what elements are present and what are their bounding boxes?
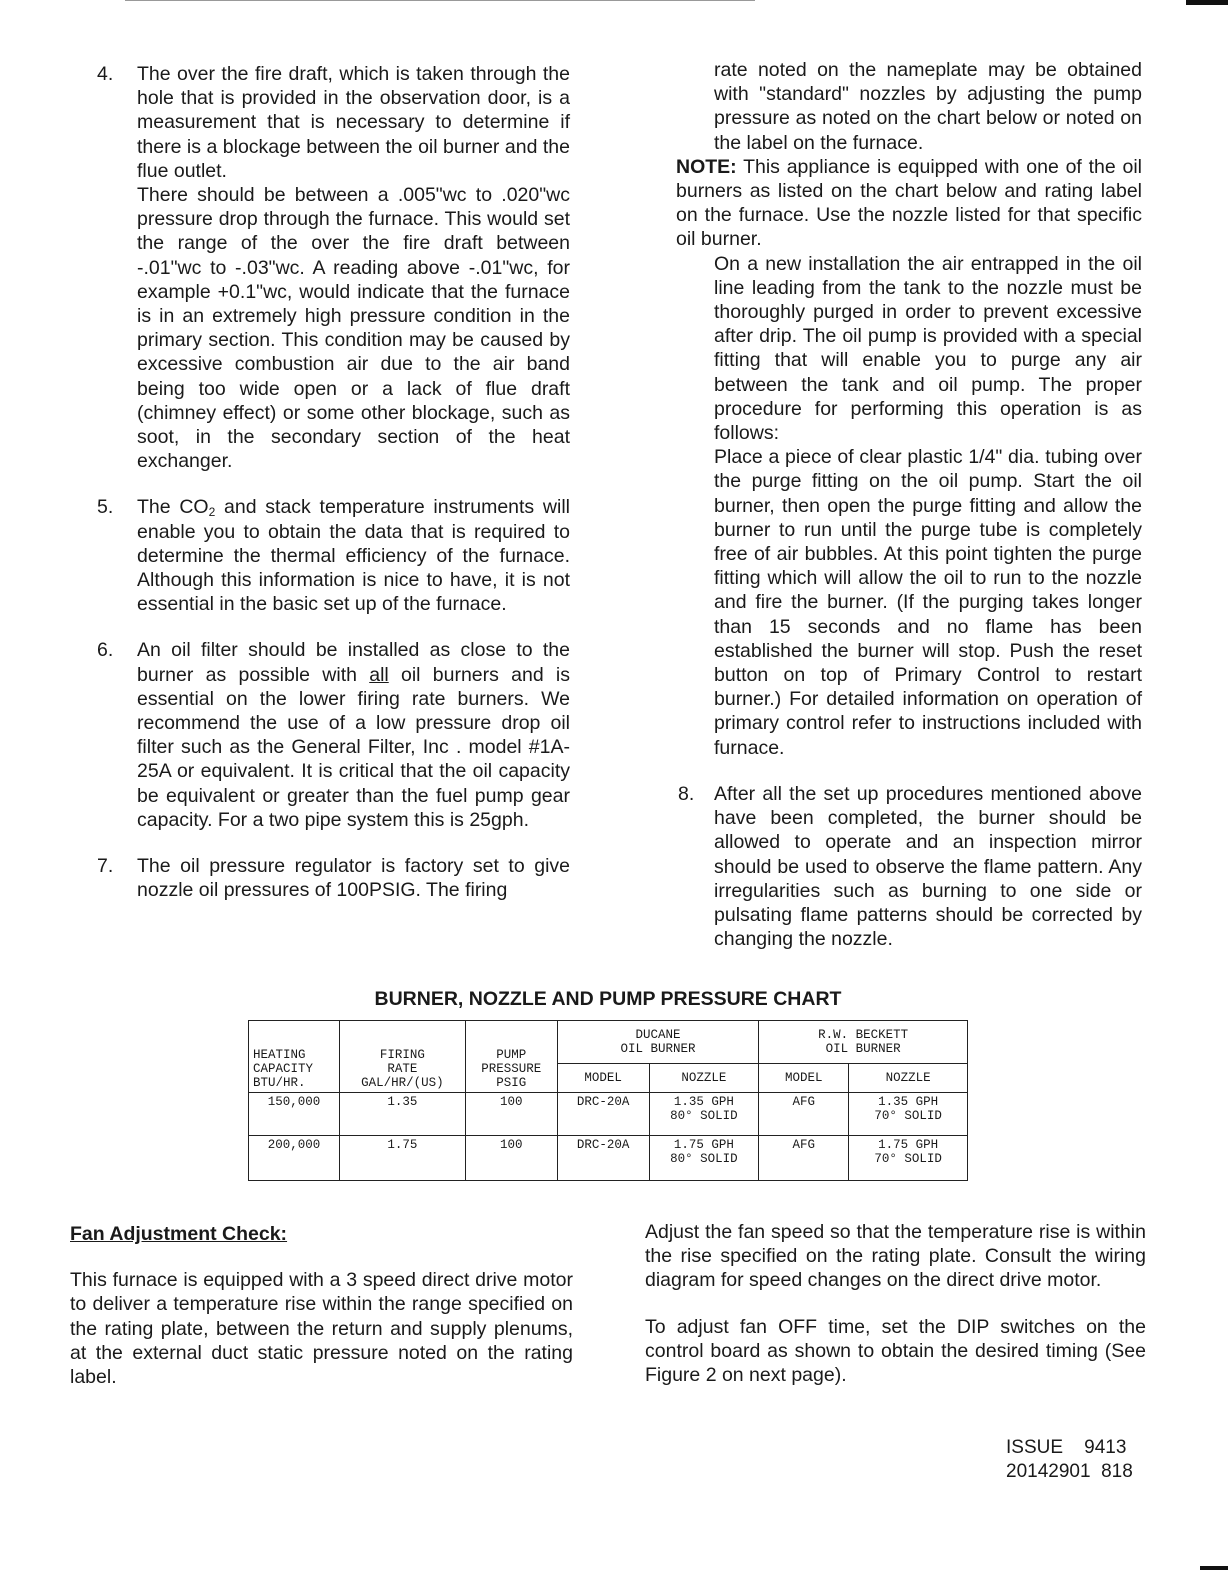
item-number: 7. bbox=[97, 855, 114, 878]
cell-beckett-model: AFG bbox=[759, 1093, 849, 1136]
table-row bbox=[249, 1136, 968, 1181]
issue-block bbox=[1006, 1436, 1133, 1484]
item-4-paragraph-1: The over the fire draft, which is taken through the hole that is provided in the observation door, is a measurement that is necessary to determine if there is a blockage between the oil burner and the flue outlet. bbox=[137, 63, 570, 182]
note-label: NOTE: bbox=[676, 155, 737, 178]
cell-pump: 100 bbox=[465, 1093, 557, 1136]
cell-ducane-nozzle: 1.35 GPH 80° SOLID bbox=[649, 1093, 759, 1136]
scan-mark-bottom-right bbox=[1200, 1566, 1228, 1570]
chart-title: BURNER, NOZZLE AND PUMP PRESSURE CHART bbox=[374, 988, 842, 1010]
item-number: 6. bbox=[97, 639, 114, 662]
header-beckett-model: MODEL bbox=[759, 1064, 849, 1093]
issue-line: ISSUE 9413 bbox=[1006, 1437, 1127, 1458]
purge-paragraph-1: On a new installation the air entrapped in the oil line leading from the tank to the nozzle must be thoroughly purged in order to prevent excessive after drip. The oil pump is provided with a special fitting that will enable you to purge any air between the tank and oil pump. The proper procedure for performing this operation is as follows: bbox=[714, 252, 1142, 445]
fan-heading: Fan Adjustment Check: bbox=[70, 1223, 288, 1245]
fan-paragraph-3: To adjust fan OFF time, set the DIP switches on the control board as shown to obtain the desired timing (See Figure 2 on next page). bbox=[645, 1315, 1146, 1387]
item-5-paragraph: The $CO_2$ and stack temperature instruments will enable you to obtain the data that is required to determine the thermal efficiency of the furnace. Although this information is nice to have, it is not essential in the basic set up of the furnace. bbox=[137, 496, 570, 616]
header-ducane: DUCANE OIL BURNER bbox=[557, 1021, 759, 1064]
right-column bbox=[676, 58, 1142, 951]
list-item-4 bbox=[97, 62, 570, 473]
doc-number-line: 20142901 818 bbox=[1006, 1461, 1133, 1482]
item-4-paragraph-2: There should be between a .005"wc to .020"wc pressure drop through the furnace. This would set the range of the over the fire draft between -.01"wc to -.03"wc. A reading above -.01"wc, for example +0.1"wc, would indicate that the furnace is in an extremely high pressure condition in the primary section. This condition may be caused by excessive combustion air due to the air band being too wide open or a lack of flue draft (chimney effect) or some other blockage, such as soot, in the secondary section of the heat exchanger. bbox=[137, 184, 570, 473]
item-8-paragraph: After all the set up procedures mentioned above have been completed, the burner should be allowed to operate and an inspection mirror should be used to observe the flame pattern. Any irregularities such as burning to one side or pulsating flame patterns should be corrected by changing the nozzle. bbox=[714, 782, 1142, 951]
list-item-6 bbox=[97, 638, 570, 832]
item-number: 8. bbox=[678, 782, 695, 805]
header-firing-rate: FIRING RATE GAL/HR/(US) bbox=[339, 1021, 465, 1093]
scan-mark-top-right bbox=[1186, 0, 1228, 5]
header-heating-capacity: HEATING CAPACITY BTU/HR. bbox=[249, 1021, 340, 1093]
item-7-continuation: rate noted on the nameplate may be obtained with "standard" nozzles by adjusting the pump pressure as noted on the chart below or noted on the label on the furnace. bbox=[714, 59, 1142, 154]
header-beckett: R.W. BECKETT OIL BURNER bbox=[759, 1021, 968, 1064]
cell-heating: 150,000 bbox=[249, 1093, 340, 1136]
cell-pump: 100 bbox=[465, 1136, 557, 1181]
list-item-5 bbox=[97, 495, 570, 616]
chart-header-row bbox=[249, 1021, 968, 1064]
cell-heating: 200,000 bbox=[249, 1136, 340, 1181]
top-rule bbox=[125, 0, 755, 1]
fan-paragraph-1: This furnace is equipped with a 3 speed direct drive motor to deliver a temperature rise within the range specified on the rating plate, between the return and supply plenums, at the external duct static pressure noted on the rating label. bbox=[70, 1269, 573, 1389]
cell-firing: 1.35 bbox=[339, 1093, 465, 1136]
fan-paragraph-2: Adjust the fan speed so that the temperature rise is within the rise specified on the rating plate. Consult the wiring diagram for speed changes on the direct drive motor. bbox=[645, 1221, 1146, 1292]
cell-ducane-model: DRC-20A bbox=[557, 1093, 649, 1136]
header-pump-pressure: PUMP PRESSURE PSIG bbox=[465, 1021, 557, 1093]
purge-paragraph-2: Place a piece of clear plastic 1/4" dia. tubing over the purge fitting on the oil pump. Start the oil burner, then open the purge fitting and allow the burner to run until the purge tube is completely free of air bubbles. At this point tighten the purge fitting which will allow the oil to run to the nozzle and fire the burner. (If the purging takes longer than 15 seconds and no flame has been established the burner will stop. Push the reset button on top of Primary Control to restart burner.) For detailed information on operation of primary control refer to instructions included with furnace. bbox=[714, 446, 1142, 759]
header-beckett-nozzle: NOZZLE bbox=[849, 1064, 968, 1093]
cell-ducane-nozzle: 1.75 GPH 80° SOLID bbox=[649, 1136, 759, 1181]
cell-ducane-model: DRC-20A bbox=[557, 1136, 649, 1181]
cell-beckett-nozzle: 1.75 GPH 70° SOLID bbox=[849, 1136, 968, 1181]
header-ducane-model: MODEL bbox=[557, 1064, 649, 1093]
fan-left-column bbox=[70, 1222, 573, 1389]
emphasis-all: all bbox=[369, 663, 389, 686]
burner-nozzle-chart bbox=[248, 1020, 968, 1181]
note-paragraph: NOTE: This appliance is equipped with one of the oil burners as listed on the chart below and rating label on the furnace. Use the nozzle listed for that specific oil burner. bbox=[676, 155, 1142, 251]
item-6-paragraph: An oil filter should be installed as close to the burner as possible with all oil burners and is essential on the lower firing rate burners. We recommend the use of a low pressure drop oil filter such as the General Filter, Inc . model #1A-25A or equivalent. It is critical that the oil capacity be equivalent or greater than the fuel pump gear capacity. For a two pipe system this is 25gph. bbox=[137, 639, 571, 831]
item-7-paragraph: The oil pressure regulator is factory set to give nozzle oil pressures of 100PSIG. The firing bbox=[137, 855, 570, 902]
table-row bbox=[249, 1093, 968, 1136]
item-number: 5. bbox=[97, 496, 114, 519]
cell-beckett-model: AFG bbox=[759, 1136, 849, 1181]
left-column bbox=[97, 62, 570, 903]
cell-firing: 1.75 bbox=[339, 1136, 465, 1181]
fan-right-column bbox=[645, 1220, 1146, 1387]
cell-beckett-nozzle: 1.35 GPH 70° SOLID bbox=[849, 1093, 968, 1136]
header-ducane-nozzle: NOZZLE bbox=[649, 1064, 759, 1093]
item-number: 4. bbox=[97, 63, 114, 85]
list-item-7 bbox=[97, 854, 570, 902]
list-item-8 bbox=[676, 782, 1142, 951]
